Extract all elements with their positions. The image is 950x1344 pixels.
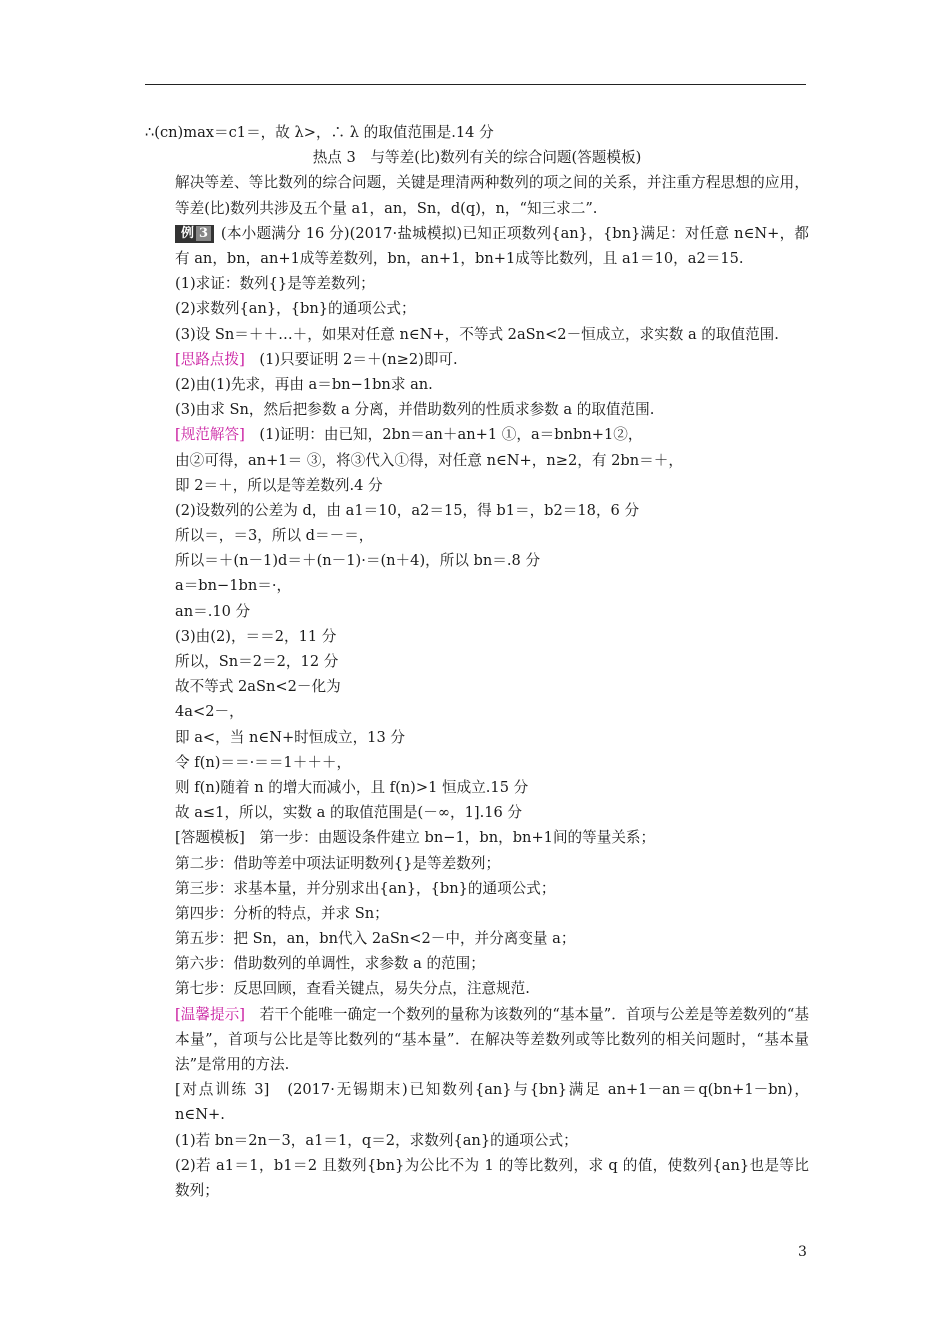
practice-question-1: (1)若 bn＝2n－3，a1＝1，q＝2，求数列{an}的通项公式； bbox=[175, 1131, 578, 1149]
answer-tag: [规范解答] bbox=[175, 426, 245, 444]
page-content bbox=[145, 120, 809, 1203]
template-step-5: 第五步：把 Sn，an，bn代入 2aSn<2－中，并分离变量 a； bbox=[175, 930, 576, 948]
answer-line-13: 即 a<，当 n∈N+时恒成立，13 分 bbox=[175, 728, 405, 746]
template-step-6: 第六步：借助数列的单调性，求参数 a 的范围； bbox=[175, 955, 485, 973]
answer-line-12: 4a<2－， bbox=[175, 703, 244, 721]
question-2: (2)求数列{an}，{bn}的通项公式； bbox=[175, 300, 416, 318]
tip-tag: [温馨提示] bbox=[175, 1005, 245, 1023]
answer-line-7: a＝bn−1bn＝·， bbox=[175, 577, 292, 595]
answer-line-3: 即 2＝＋，所以是等差数列.4 分 bbox=[175, 476, 383, 494]
answer-line-10: 所以，Sn＝2＝2，12 分 bbox=[175, 653, 339, 670]
hint-line-3: (3)由求 Sn，然后把参数 a 分离，并借助数列的性质求参数 a 的取值范围. bbox=[175, 401, 655, 419]
template-step-2: 第二步：借助等差中项法证明数列{}是等差数列； bbox=[175, 854, 501, 872]
tip-paragraph: [温馨提示] 若干个能唯一确定一个数列的量称为该数列的“基本量”．首项与公差是等差数列的“基本量”，首项与公比是等比数列的“基本量”．在解决等差数列或等比数列的相关问题时，“基本量法”是常用的方法. bbox=[175, 1005, 810, 1074]
intro-paragraph: 解决等差、等比数列的综合问题，关键是理清两种数列的项之间的关系，并注重方程思想的应用，等差(比)数列共涉及五个量 a1，an，Sn，d(q)，n，“知三求二”. bbox=[175, 174, 809, 217]
template-step-7: 第七步：反思回顾，查看关键点，易失分点，注意规范. bbox=[175, 980, 530, 998]
answer-line-6: 所以＝＋(n－1)d＝＋(n－1)·＝(n＋4)，所以 bn＝.8 分 bbox=[175, 552, 541, 570]
section-heading: 热点 3 与等差(比)数列有关的综合问题(答题模板) bbox=[312, 149, 642, 167]
example-statement bbox=[145, 221, 809, 271]
page-number: 3 bbox=[798, 1244, 807, 1260]
hint-tag: [思路点拨] bbox=[175, 350, 245, 368]
hint-line-2: (2)由(1)先求，再由 a＝bn−1bn求 an. bbox=[175, 375, 433, 393]
answer-line-9: (3)由(2)，＝＝2，11 分 bbox=[175, 627, 337, 645]
answer-line-8: an＝.10 分 bbox=[175, 602, 251, 620]
answer-line-16: 故 a≤1，所以，实数 a 的取值范围是(－∞，1].16 分 bbox=[175, 804, 523, 822]
question-1: (1)求证：数列{}是等差数列； bbox=[175, 275, 375, 293]
answer-line-2: 由②可得，an+1＝ ③，将③代入①得，对任意 n∈N+，n≥2，有 2bn＝＋， bbox=[175, 451, 683, 469]
template-step-3: 第三步：求基本量，并分别求出{an}，{bn}的通项公式； bbox=[175, 879, 556, 897]
template-step-4: 第四步：分析的特点，并求 Sn； bbox=[175, 904, 389, 922]
example-text: (本小题满分 16 分)(2017·盐城模拟)已知正项数列{an}，{bn}满足：对任意 n∈N+，都有 an，bn，an+1成等差数列，bn，an+1，bn+1成等比数列，且 a1＝10，a2＝15. bbox=[175, 224, 809, 267]
answer-line-15: 则 f(n)随着 n 的增大而减小，且 f(n)>1 恒成立.15 分 bbox=[175, 778, 529, 796]
answer-line-5: 所以＝，＝3，所以 d＝－＝， bbox=[175, 527, 374, 545]
practice-question-2: (2)若 a1＝1，b1＝2 且数列{bn}为公比不为 1 的等比数列，求 q 的值，使数列{an}也是等比数列； bbox=[175, 1156, 809, 1200]
answer-line-4: (2)设数列的公差为 d，由 a1＝10，a2＝15，得 b1＝，b2＝18，6 分 bbox=[175, 501, 640, 519]
example-badge: 例 3 bbox=[175, 225, 214, 243]
template-step-1: [答题模板] 第一步：由题设条件建立 bn−1，bn，bn+1间的等量关系； bbox=[175, 829, 656, 847]
practice-statement: [对点训练 3] (2017·无锡期末)已知数列{an}与{bn}满足 an+1－an＝q(bn+1－bn)，n∈N+. bbox=[175, 1081, 809, 1124]
hint-line-1: [思路点拨] (1)只要证明 2＝＋(n≥2)即可. bbox=[175, 350, 458, 368]
answer-line-14: 令 f(n)＝＝·＝＝1＋＋＋， bbox=[175, 753, 352, 771]
header-rule bbox=[145, 84, 806, 85]
answer-line-1: [规范解答] (1)证明：由已知，2bn＝an＋an+1 ①，a＝bnbn+1②， bbox=[175, 426, 643, 444]
question-3: (3)设 Sn＝＋＋…＋，如果对任意 n∈N+，不等式 2aSn<2－恒成立，求实数 a 的取值范围. bbox=[175, 325, 779, 343]
text-line-conclusion: ∴(cn)max＝c1＝，故 λ>，∴ λ 的取值范围是.14 分 bbox=[145, 124, 494, 141]
answer-line-11: 故不等式 2aSn<2－化为 bbox=[175, 678, 341, 696]
